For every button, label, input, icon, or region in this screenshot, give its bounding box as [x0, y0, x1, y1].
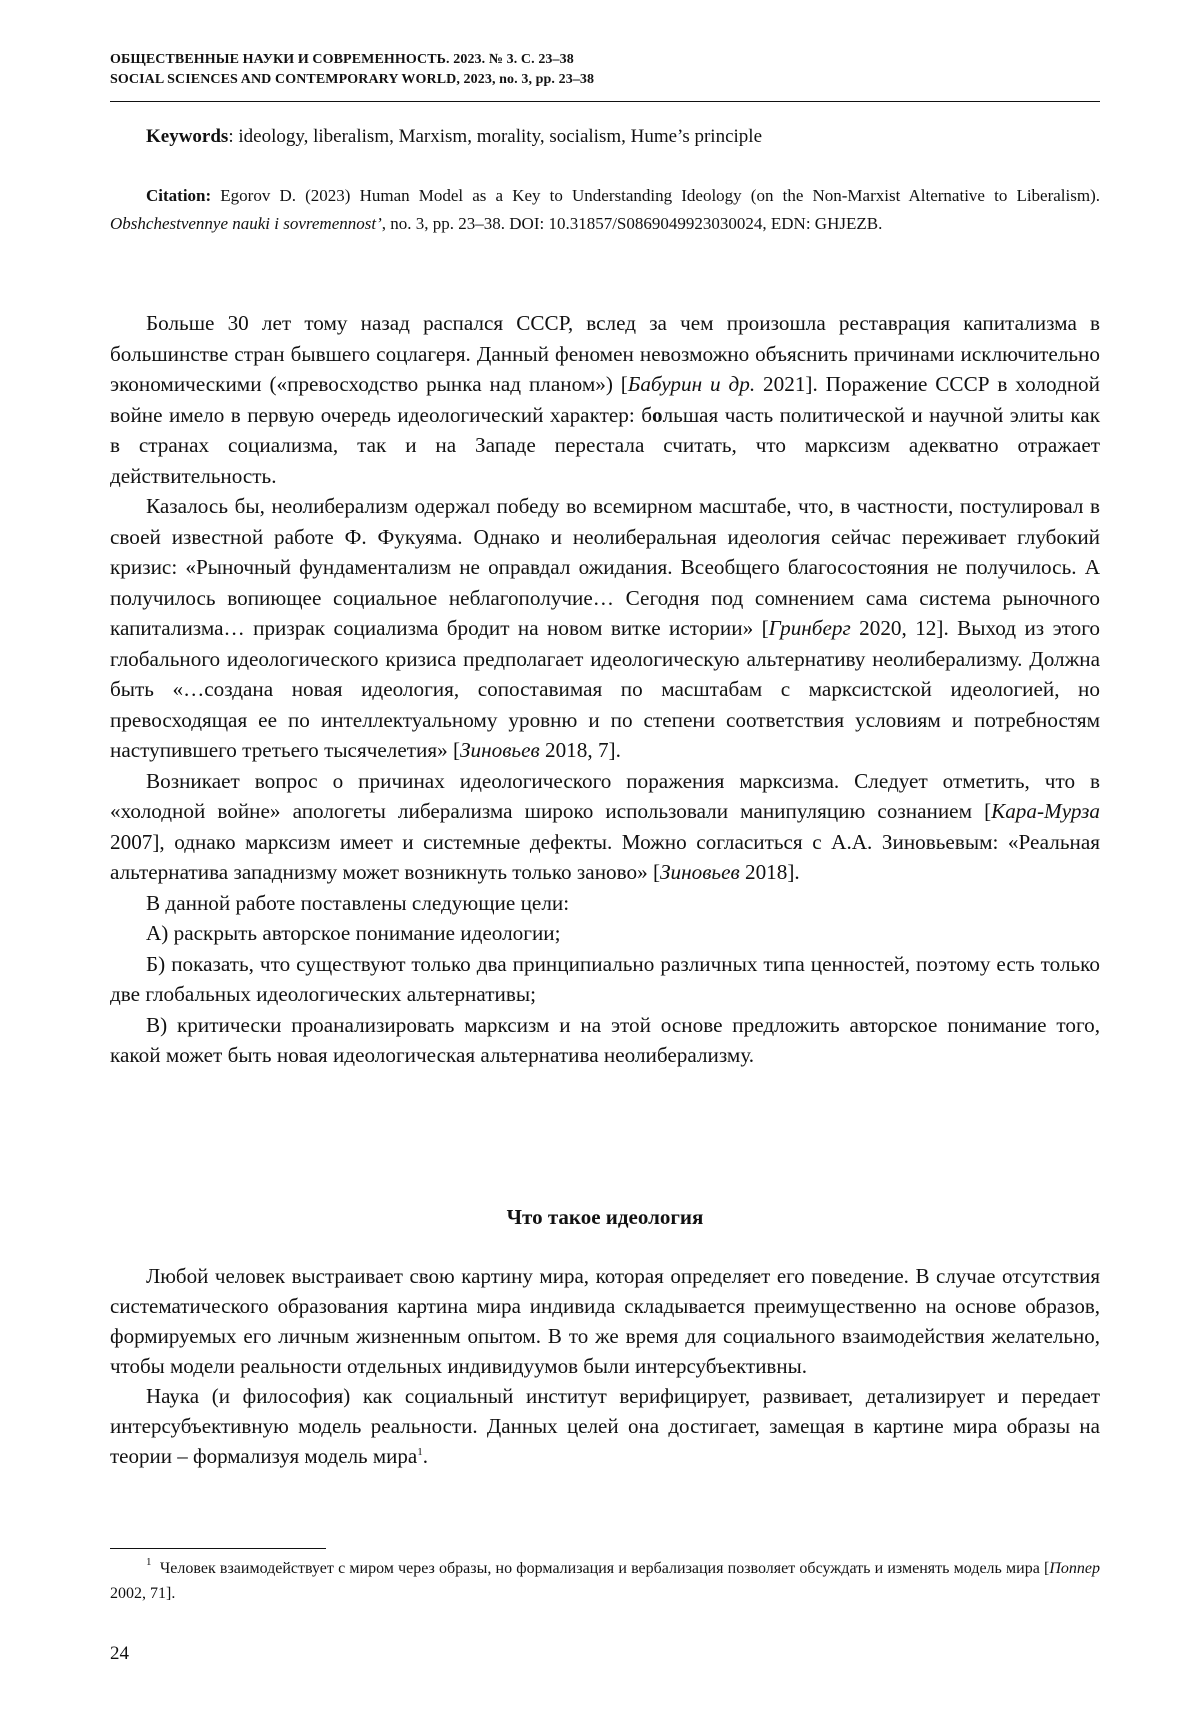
paragraph: В данной работе поставлены следующие цели: [146, 890, 570, 915]
intro-body [110, 308, 1100, 1071]
keywords-label: Keywords [146, 126, 229, 147]
section-title: Что такое идеология [506, 1205, 704, 1229]
paragraph: Наука (и философия) как социальный институт верифицирует, развивает, детализирует и передает интерсубъективную модель реальности. Данных целей она достигает, замещая в картине мира образы на теории – формализуя модель мира$^1$. [110, 1384, 1100, 1468]
keywords-text: : ideology, liberalism, Marxism, morality, socialism, Hume’s principle [228, 126, 762, 147]
paragraph: Больше 30 лет тому назад распался СССР, вслед за чем произошла реставрация капитализма в большинстве стран бывшего соцлагеря. Данный феномен невозможно объяснить причинами исключительно экономическими («превосходство рынка над планом») [Бабурин и др. 2021]. Поражение СССР в холодной войне имело в первую очередь идеологический характер: большая часть политической и научной элиты как в странах социализма, так и на Западе перестала считать, что марксизм адекватно отражает действительность. [110, 311, 1100, 488]
header-russian: ОБЩЕСТВЕННЫЕ НАУКИ И СОВРЕМЕННОСТЬ. 2023. № 3. С. 23–38 [110, 52, 574, 67]
footnote-ref: 1 [417, 1446, 423, 1458]
paragraph: Возникает вопрос о причинах идеологического поражения марксизма. Следует отметить, что в «холодной войне» апологеты либерализма широко использовали манипуляцию сознанием [Кара-Мурза 2007], однако марксизм имеет и системные дефекты. Можно согласиться с А.А. Зиновьевым: «Реальная альтернатива западнизму может возникнуть только заново» [Зиновьев 2018]. [110, 768, 1100, 884]
goal-item: Б) показать, что существуют только два принципиально различных типа ценностей, поэтому есть только две глобальных идеологических альтернативы; [110, 951, 1100, 1006]
keywords [146, 124, 1100, 150]
citation-label: Citation: [146, 186, 212, 205]
footnote: $^1$ Человек взаимодействует с миром через образы, но формализация и вербализация позволяет обсуждать и изменять модель мира [Поппер 2002, 71]. [110, 1556, 1100, 1602]
citation: Citation: Egorov D. (2023) Human Model as a Key to Understanding Ideology (on the Non-Marxist Alternative to Liberalism). Obshchestvennye nauki i sovremennost’, no. 3, pp. 23–38. DOI: 10.31857/S0869049923030024, EDN: GHJEZB. [110, 186, 1100, 233]
paragraph: Любой человек выстраивает свою картину мира, которая определяет его поведение. В случае отсутствия систематического образования картина мира индивида складывается преимущественно на основе образов, формируемых его личным жизненным опытом. В то же время для социального взаимодействия желательно, чтобы модели реальности отдельных индивидуумов были интерсубъективны. [110, 1264, 1100, 1378]
goal-item: А) раскрыть авторское понимание идеологии; [146, 921, 561, 945]
goal-item: В) критически проанализировать марксизм и на этой основе предложить авторское понимание того, какой может быть новая идеологическая альтернатива неолиберализму. [110, 1012, 1100, 1067]
header-english: SOCIAL SCIENCES AND CONTEMPORARY WORLD, 2023, no. 3, pp. 23–38 [110, 72, 595, 87]
running-header [110, 50, 1100, 90]
section-body [110, 1261, 1100, 1471]
footnote-rule [110, 1548, 326, 1549]
page-number: 24 [110, 1643, 129, 1664]
header-rule [110, 101, 1100, 102]
footnote-mark: 1 [146, 1556, 152, 1568]
paragraph: Казалось бы, неолиберализм одержал победу во всемирном масштабе, что, в частности, постулировал в своей известной работе Ф. Фукуяма. Однако и неолиберальная идеология сейчас переживает глубокий кризис: «Рыночный фундаментализм не оправдал ожидания. Всеобщего благосостояния не получилось. А получилось вопиющее социальное неблагополучие… Сегодня под сомнением сама система рыночного капитализма… призрак социализма бродит на новом витке истории» [Гринберг 2020, 12]. Выход из этого глобального идеологического кризиса предполагает идеологическую альтернативу неолиберализму. Должна быть «…создана новая идеология, сопоставимая по масштабам с марксистской идеологией, но превосходящая ее по интеллектуальному уровню и по степени соответствия условиям и потребностям наступившего третьего тысячелетия» [Зиновьев 2018, 7]. [110, 494, 1100, 762]
citation-journal: Obshchestvennye nauki i sovremennost’ [110, 214, 382, 233]
